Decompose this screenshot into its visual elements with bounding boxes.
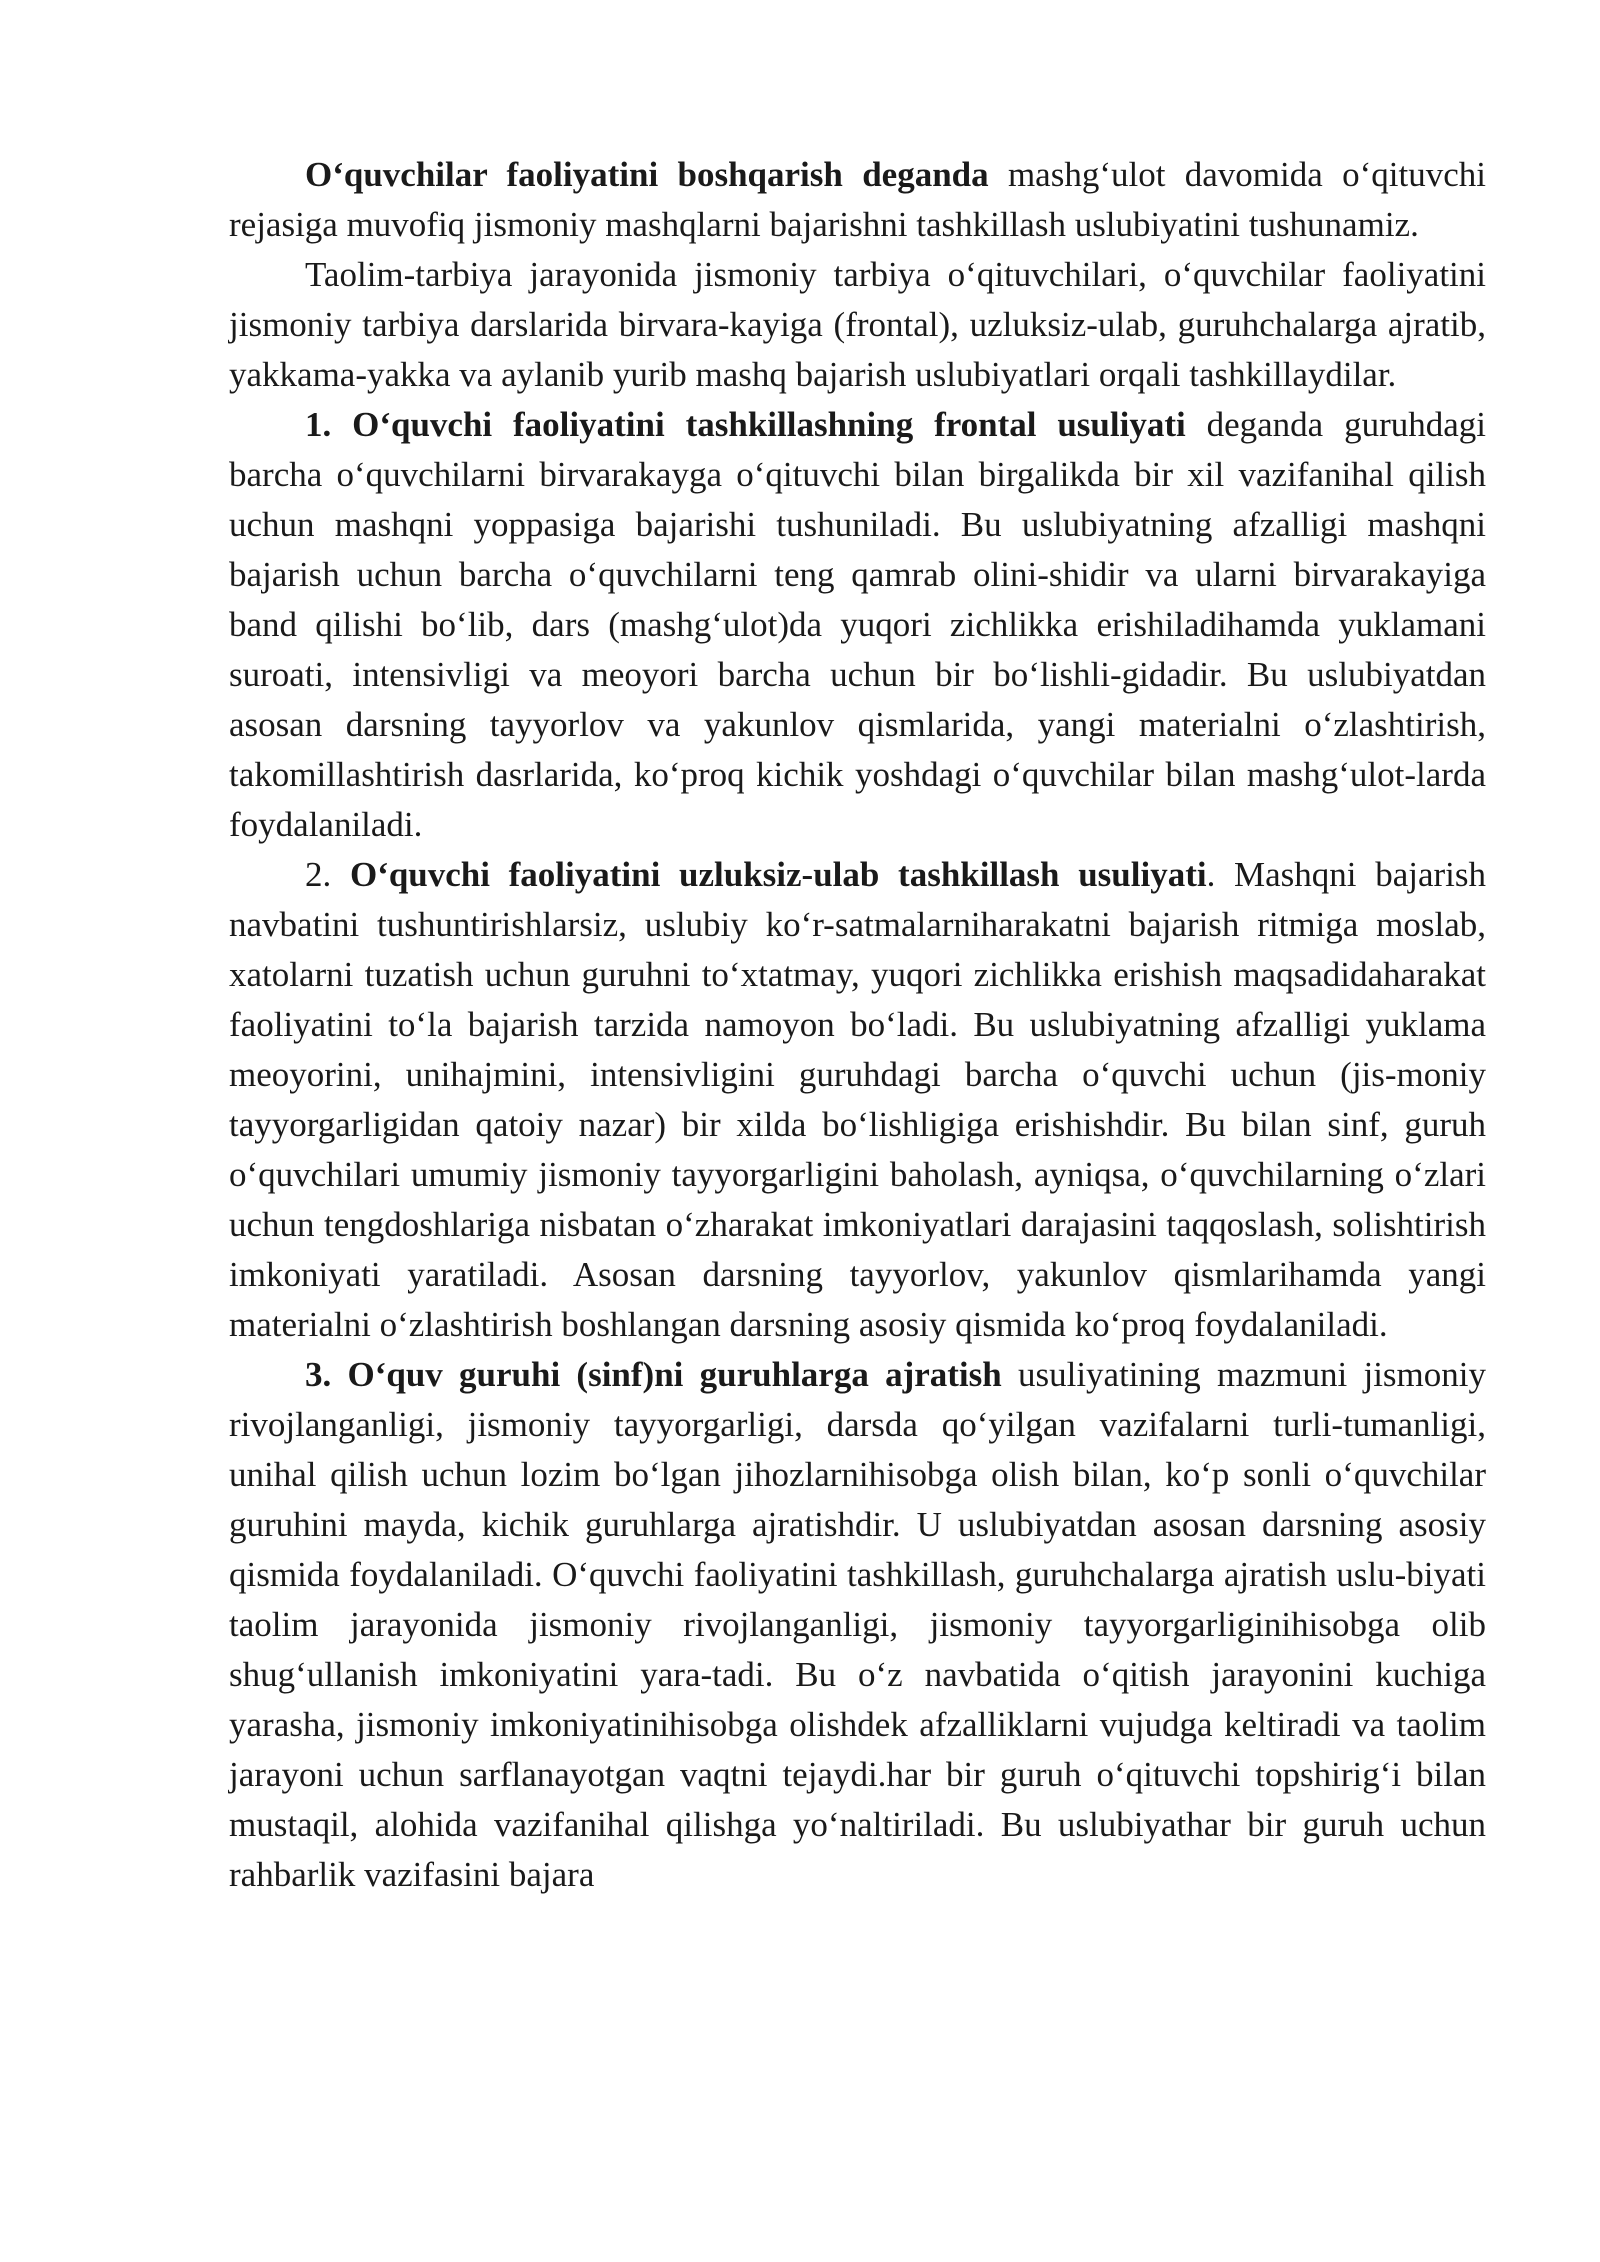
paragraph-continuous-method — [229, 850, 1486, 1350]
paragraph-bold-term: 3. O‘quv guruhi (sinf)ni guruhlarga ajratish — [305, 1355, 1002, 1394]
paragraph-bold-term: 1. O‘quvchi faoliyatini tashkillashning frontal usuliyati — [305, 405, 1186, 444]
document-page — [229, 150, 1486, 1900]
paragraph-lead-prefix: 2. — [305, 855, 350, 894]
paragraph-methods-overview — [229, 250, 1486, 400]
paragraph-bold-term: O‘quvchi faoliyatini uzluksiz-ulab tashkillash usuliyati — [349, 855, 1207, 894]
paragraph-body-text: . Mashqni bajarish navbatini tushuntirishlarsiz, uslubiy ko‘r-satmalarniharakatni bajarish ritmiga moslab, xatolarni tuzatish uchun guruhni to‘xtatmay, yuqori zichlikka erishish maqsadidaharakat faoliyatini to‘la bajarish tarzida namoyon bo‘ladi. Bu uslubiyatning afzalligi yuklama meoyorini, unihajmini, intensivligini guruhdagi barcha o‘quvchi uchun (jis-moniy tayyorgarligidan qatoiy nazar) bir xilda bo‘lishligiga erishishdir. Bu bilan sinf, guruh o‘quvchilari umumiy jismoniy tayyorgarligini baholash, ayniqsa, o‘quvchilarning o‘zlari uchun tengdoshlariga nisbatan o‘zharakat imkoniyatlari darajasini taqqoslash, solishtirish imkoniyati yaratiladi. Asosan darsning tayyorlov, yakunlov qismlarihamda yangi materialni o‘zlashtirish boshlangan darsning asosiy qismida ko‘proq foydalaniladi. — [229, 855, 1486, 1344]
paragraph-frontal-method — [229, 400, 1486, 850]
paragraph-management-definition — [229, 150, 1486, 250]
paragraph-body-text: Taolim-tarbiya jarayonida jismoniy tarbiya o‘qituvchilari, o‘quvchilar faoliyatini jismoniy tarbiya darslarida birvara-kayiga (frontal), uzluksiz-ulab, guruhchalarga ajratib, yakkama-yakka va aylanib yurib mashq bajarish uslubiyatlari orqali tashkillaydilar. — [229, 255, 1486, 394]
paragraph-body-text: mashg‘ulot davomida o‘qituvchi rejasiga muvofiq jismoniy mashqlarni bajarishni tashkillash uslubiyatini tushunamiz. — [229, 155, 1486, 244]
paragraph-group-method — [229, 1350, 1486, 1900]
paragraph-body-text: deganda guruhdagi barcha o‘quvchilarni birvarakayga o‘qituvchi bilan birgalikda bir xil vazifanihal qilish uchun mashqni yoppasiga bajarishi tushuniladi. Bu uslubiyatning afzalligi mashqni bajarish uchun barcha o‘quvchilarni teng qamrab olini-shidir va ularni birvarakayiga band qilishi bo‘lib, dars (mashg‘ulot)da yuqori zichlikka erishiladihamda yuklamani suroati, intensivligi va meoyori barcha uchun bir bo‘lishli-gidadir. Bu uslubiyatdan asosan darsning tayyorlov va yakunlov qismlarida, yangi materialni o‘zlashtirish, takomillashtirish dasrlarida, ko‘proq kichik yoshdagi o‘quvchilar bilan mashg‘ulot-larda foydalaniladi. — [229, 405, 1486, 844]
paragraph-bold-term: O‘quvchilar faoliyatini boshqarish deganda — [305, 155, 989, 194]
paragraph-body-text: usuliyatining mazmuni jismoniy rivojlanganligi, jismoniy tayyorgarligi, darsda qo‘yilgan vazifalarni turli-tumanligi, unihal qilish uchun lozim bo‘lgan jihozlarnihisobga olish bilan, ko‘p sonli o‘quvchilar guruhini mayda, kichik guruhlarga ajratishdir. U uslubiyatdan asosan darsning asosiy qismida foydalaniladi. O‘quvchi faoliyatini tashkillash, guruhchalarga ajratish uslu-biyati taolim jarayonida jismoniy rivojlanganligi, jismoniy tayyorgarliginihisobga olib shug‘ullanish imkoniyatini yara-tadi. Bu o‘z navbatida o‘qitish jarayonini kuchiga yarasha, jismoniy imkoniyatinihisobga olishdek afzalliklarni vujudga keltiradi va taolim jarayoni uchun sarflanayotgan vaqtni tejaydi.har bir guruh o‘qituvchi topshirig‘i bilan mustaqil, alohida vazifanihal qilishga yo‘naltiriladi. Bu uslubiyathar bir guruh uchun rahbarlik vazifasini bajara — [229, 1355, 1486, 1894]
